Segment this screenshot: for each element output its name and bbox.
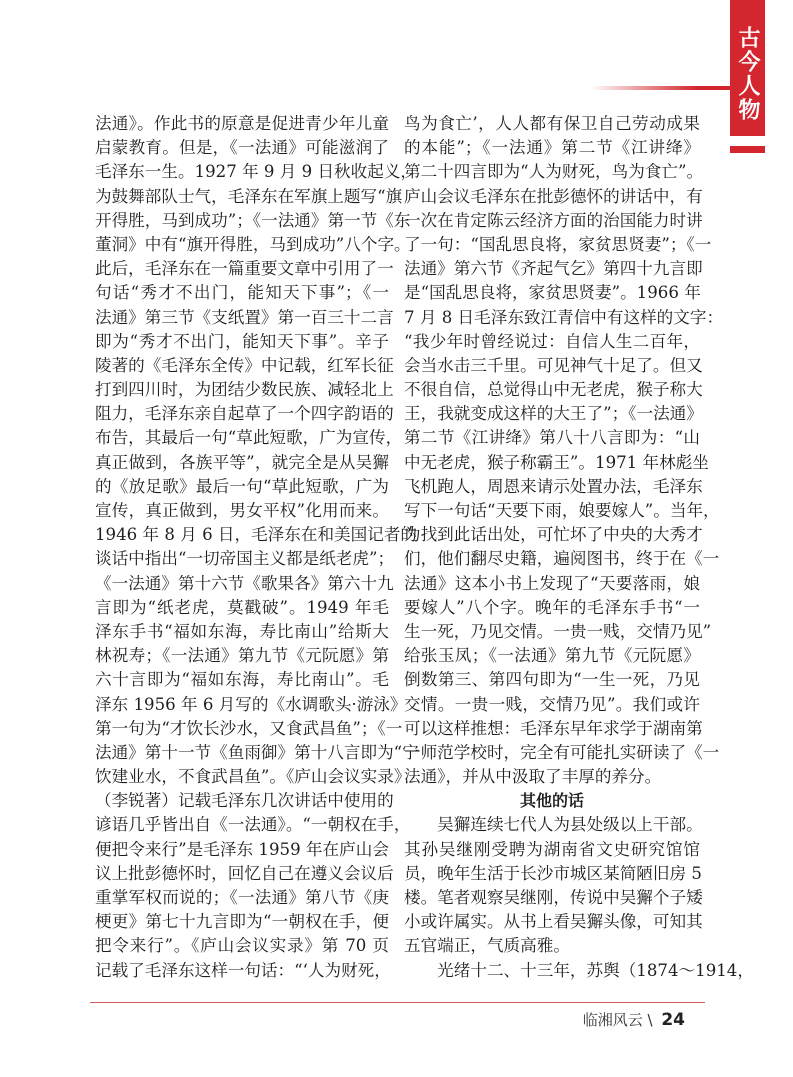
text-line: 吴獬连续七代人为县处级以上干部。 (404, 815, 703, 835)
text-line: 法通》第十一节《鱼雨御》第十八言即为“宁 (95, 742, 419, 762)
text-line: 员，晚年生活于长沙市城区某简陋旧房 5 (404, 863, 702, 883)
text-line: 法通》这本小书上发现了“天要落雨，娘 (404, 573, 700, 593)
text-line: 生一死，乃见交情。一贵一贱，交情乃见” (404, 621, 712, 641)
text-line: 宣传，真正做到，男女平权”化用而来。 (95, 501, 389, 520)
right-column (404, 112, 754, 983)
text-line: 不很自信，总觉得山中无老虎，猴子称大 (404, 380, 703, 400)
text-line: 中无老虎，猴子称霸王”。1971 年林彪坐 (404, 452, 709, 472)
text-line: 林祝寿；《一法通》第九节《元阮愿》第 (95, 646, 389, 666)
text-line: 法通》第六节《齐起气乞》第四十九言即 (404, 259, 703, 279)
text-line: 六十言即为“福如东海，寿比南山”。毛 (95, 670, 389, 690)
text-line: 五官端正，气质高雅。 (404, 936, 570, 956)
text-line: 其孙吴继刚受聘为湖南省文史研究馆馆 (404, 839, 700, 859)
text-line: 毛泽东一生。1927 年 9 月 9 日秋收起义， (95, 162, 418, 182)
footer-rule (90, 1002, 705, 1003)
left-column (95, 112, 419, 983)
text-line: 光绪十二、十三年，苏舆（1874～1914， (404, 960, 754, 980)
text-line: 打到四川时，为团结少数民族、减轻北上 (95, 380, 394, 400)
page-footer (583, 1009, 685, 1030)
text-line: 一次在肯定陈云经济方面的治国能力时讲 (404, 210, 703, 230)
text-line: 是“国乱思良将，家贫思贤妻”。1966 年 (404, 283, 701, 303)
text-line: 开得胜，马到成功”；《一法通》第一节《东 (95, 210, 411, 230)
text-line: 第二节《江讲绛》第八十八言即为：“山 (404, 428, 700, 448)
text-line: 的本能”；《一法通》第二节《江讲绛》 (404, 138, 700, 158)
text-line: 此后，毛泽东在一篇重要文章中引用了一 (95, 259, 394, 279)
text-line: 陵著的《毛泽东全传》中记载，红军长征 (95, 355, 394, 375)
text-line: 7 月 8 日毛泽东致江青信中有这样的文字： (404, 307, 724, 327)
text-line: 为鼓舞部队士气，毛泽东在军旗上题写“旗 (95, 186, 403, 206)
text-line: “我少年时曾经说过：自信人生二百年， (404, 331, 700, 351)
text-line: 记载了毛泽东这样一句话：“‘人为财死， (95, 960, 391, 980)
text-line: 泽东手书“福如东海，寿比南山”给斯大 (95, 621, 389, 641)
text-line: 法通》。作此书的原意是促进青少年儿童 (95, 114, 389, 133)
text-line: 会当水击三千里。可见神气十足了。但又 (404, 355, 703, 375)
text-line: 把令来行”。《庐山会议实录》第 70 页 (95, 936, 389, 956)
text-line: 言即为“纸老虎，莫戳破”。1949 年毛 (95, 597, 389, 617)
text-line: 议上批彭德怀时，回忆自己在遵义会议后 (95, 863, 394, 883)
text-line: 可以这样推想：毛泽东早年求学于湖南第 (404, 718, 703, 738)
text-line: 给张玉凤；《一法通》第九节《元阮愿》 (404, 646, 700, 666)
text-line: 飞机跑人，周恩来请示处置办法，毛泽东 (404, 476, 703, 496)
section-tab (730, 0, 765, 136)
header-rule (590, 86, 732, 90)
text-line: 要嫁人”八个字。晚年的毛泽东手书“一 (404, 597, 700, 617)
text-line: 交情。一贵一贱，交情乃见”。我们或许 (404, 694, 700, 714)
text-line: 一师范学校时，完全有可能扎实研读了《一 (404, 742, 720, 762)
footer-separator: \ (647, 1011, 653, 1029)
text-line: 重掌军权而说的；《一法通》第八节《庚 (95, 888, 389, 907)
text-line: （李锐著）记载毛泽东几次讲话中使用的 (95, 791, 394, 811)
section-tab-underline (730, 146, 765, 153)
text-line: 小或许属实。从书上看吴獬头像，可知其 (404, 912, 703, 932)
text-line: 句话“秀才不出门，能知天下事”；《一 (95, 283, 389, 303)
text-line: 布告，其最后一句“草此短歌，广为宣传， (95, 428, 403, 448)
text-line: 为找到此话出处，可忙坏了中央的大秀才 (404, 525, 703, 545)
text-line: 第二十四言即为“人为财死，鸟为食亡”。 (404, 162, 704, 182)
text-line: 法通》，并从中汲取了丰厚的养分。 (404, 767, 662, 787)
text-line: 《一法通》第十六节《歌果各》第六十九 (95, 573, 394, 593)
text-line: 梗更》第七十九言即为“一朝权在手，便 (95, 912, 389, 932)
text-line: 阻力，毛泽东亲自起草了一个四字韵语的 (95, 404, 394, 424)
text-line: 庐山会议毛泽东在批彭德怀的讲话中，有 (404, 186, 703, 206)
text-line: 启蒙教育。但是，《一法通》可能滋润了 (95, 138, 389, 158)
section-tab-label: 古今人物 (735, 26, 761, 122)
text-line: 王，我就变成这样的大王了”；《一法通》 (404, 404, 703, 424)
text-line: 了一句：“国乱思良将，家贫思贤妻”；《一 (404, 234, 712, 254)
text-line: 楼。笔者观察吴继刚，传说中吴獬个子矮 (404, 888, 703, 907)
text-line: 写下一句话“天要下雨，娘要嫁人”。当年， (404, 501, 720, 520)
text-line: 们，他们翻尽史籍，遍阅图书，终于在《一 (404, 549, 720, 569)
text-line: 即为“秀才不出门，能知天下事”。辛子 (95, 331, 389, 351)
text-line: 鸟为食亡’，人人都有保卫自己劳动成果 (404, 114, 700, 133)
text-line: 真正做到，各族平等”，就完全是从吴獬 (95, 452, 389, 472)
magazine-name: 临湘风云 (582, 1011, 643, 1029)
section-heading: 其他的话 (519, 791, 584, 811)
text-line: 倒数第三、第四句即为“一生一死，乃见 (404, 670, 700, 690)
page-number: 24 (661, 1010, 685, 1030)
text-line: 董洞》中有“旗开得胜，马到成功”八个字。 (95, 234, 411, 254)
text-line: 法通》第三节《支纸置》第一百三十二言 (95, 307, 394, 327)
text-line: 饮建业水，不食武昌鱼”。《庐山会议实录》 (95, 767, 411, 787)
text-line: 便把令来行”是毛泽东 1959 年在庐山会 (95, 839, 389, 859)
text-line: 1946 年 8 月 6 日，毛泽东在和美国记者的 (95, 525, 418, 545)
text-line: 第一句为“才饮长沙水，又食武昌鱼”；《一 (95, 718, 403, 738)
text-line: 泽东 1956 年 6 月写的《水调歌头·游泳》 (95, 694, 407, 714)
text-line: 谚语几乎皆出自《一法通》。“一朝权在手， (95, 815, 411, 835)
text-line: 谈话中指出“一切帝国主义都是纸老虎”； (95, 549, 395, 569)
text-line: 的《放足歌》最后一句“草此短歌，广为 (95, 476, 389, 496)
